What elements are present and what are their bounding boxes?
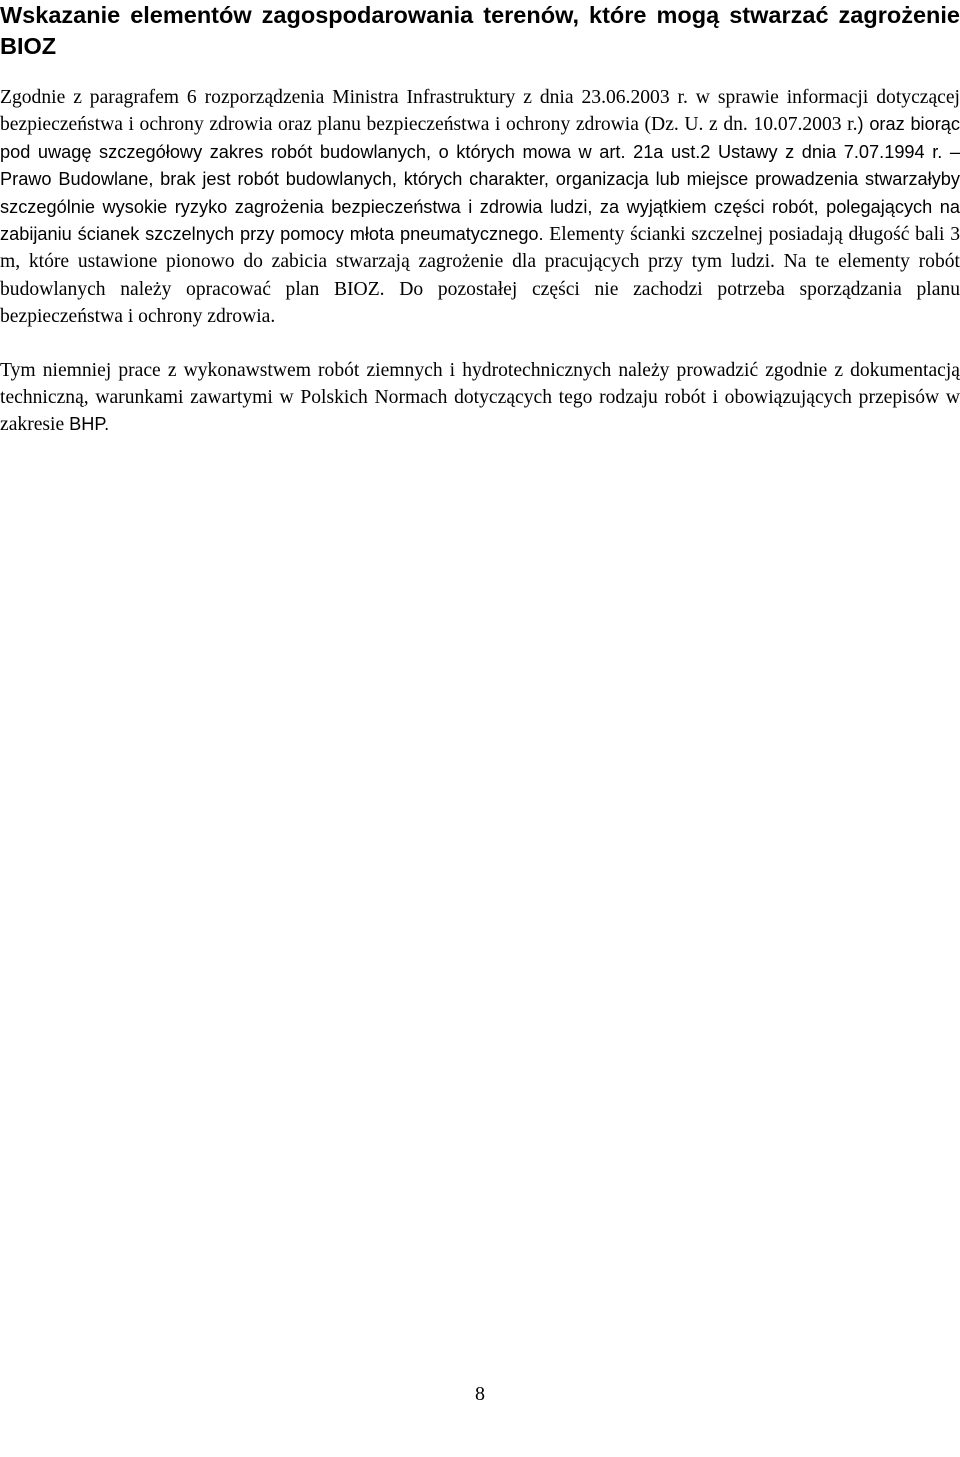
document-content (0, 0, 960, 439)
paragraph-bioz-requirements-part-1: Zgodnie z paragrafem 6 rozporządzenia Ministra Infrastruktury z dnia 23.06.2003 r. w sprawie informacji dotyczącej bezpieczeństwa i ochrony zdrowia oraz planu bezpieczeństwa i ochrony zdrowia (Dz. U. z dn. 10.07.2003 r. (0, 87, 960, 136)
paragraph-work-standards-part-2: BHP. (69, 414, 110, 435)
paragraph-work-standards-part-1: Tym niemniej prace z wykonawstwem robót ziemnych i hydrotechnicznych należy prowadzić zgodnie z dokumentacją techniczną, warunkami zawartymi w Polskich Normach dotyczących tego rodzaju robót i obowiązujących przepisów w zakresie (0, 359, 960, 436)
paragraph-work-standards (0, 357, 960, 439)
page-number: 8 (475, 1383, 485, 1405)
section-title: Wskazanie elementów zagospodarowania terenów, które mogą stwarzać zagrożenie BIOZ (0, 2, 960, 59)
paragraph-bioz-requirements-part-2: ) oraz biorąc pod uwagę szczegółowy zakres robót budowlanych, o których mowa w art. 21a ust.2 Ustawy z dnia 7.07.1994 r. – Prawo Budowlane, brak jest robót budowlanych, których charakter, organizacja lub miejsce prowadzenia stwarzałyby szczególnie wysokie ryzyko zagrożenia bezpieczeństwa i zdrowia ludzi, za wyjątkiem części robót, polegających na zabijaniu ścianek szczelnych przy pomocy młota pneumatycznego. (0, 114, 960, 245)
paragraph-bioz-requirements (0, 84, 960, 331)
paragraph-bioz-requirements-part-3: Elementy ścianki szczelnej posiadają długość bali 3 m, które ustawione pionowo do zabicia stwarzają zagrożenie dla pracujących przy tym ludzi. Na te elementy robót budowlanych należy opracować plan BIOZ. Do pozostałej części nie zachodzi potrzeba sporządzania planu bezpieczeństwa i ochrony zdrowia. (0, 224, 960, 328)
